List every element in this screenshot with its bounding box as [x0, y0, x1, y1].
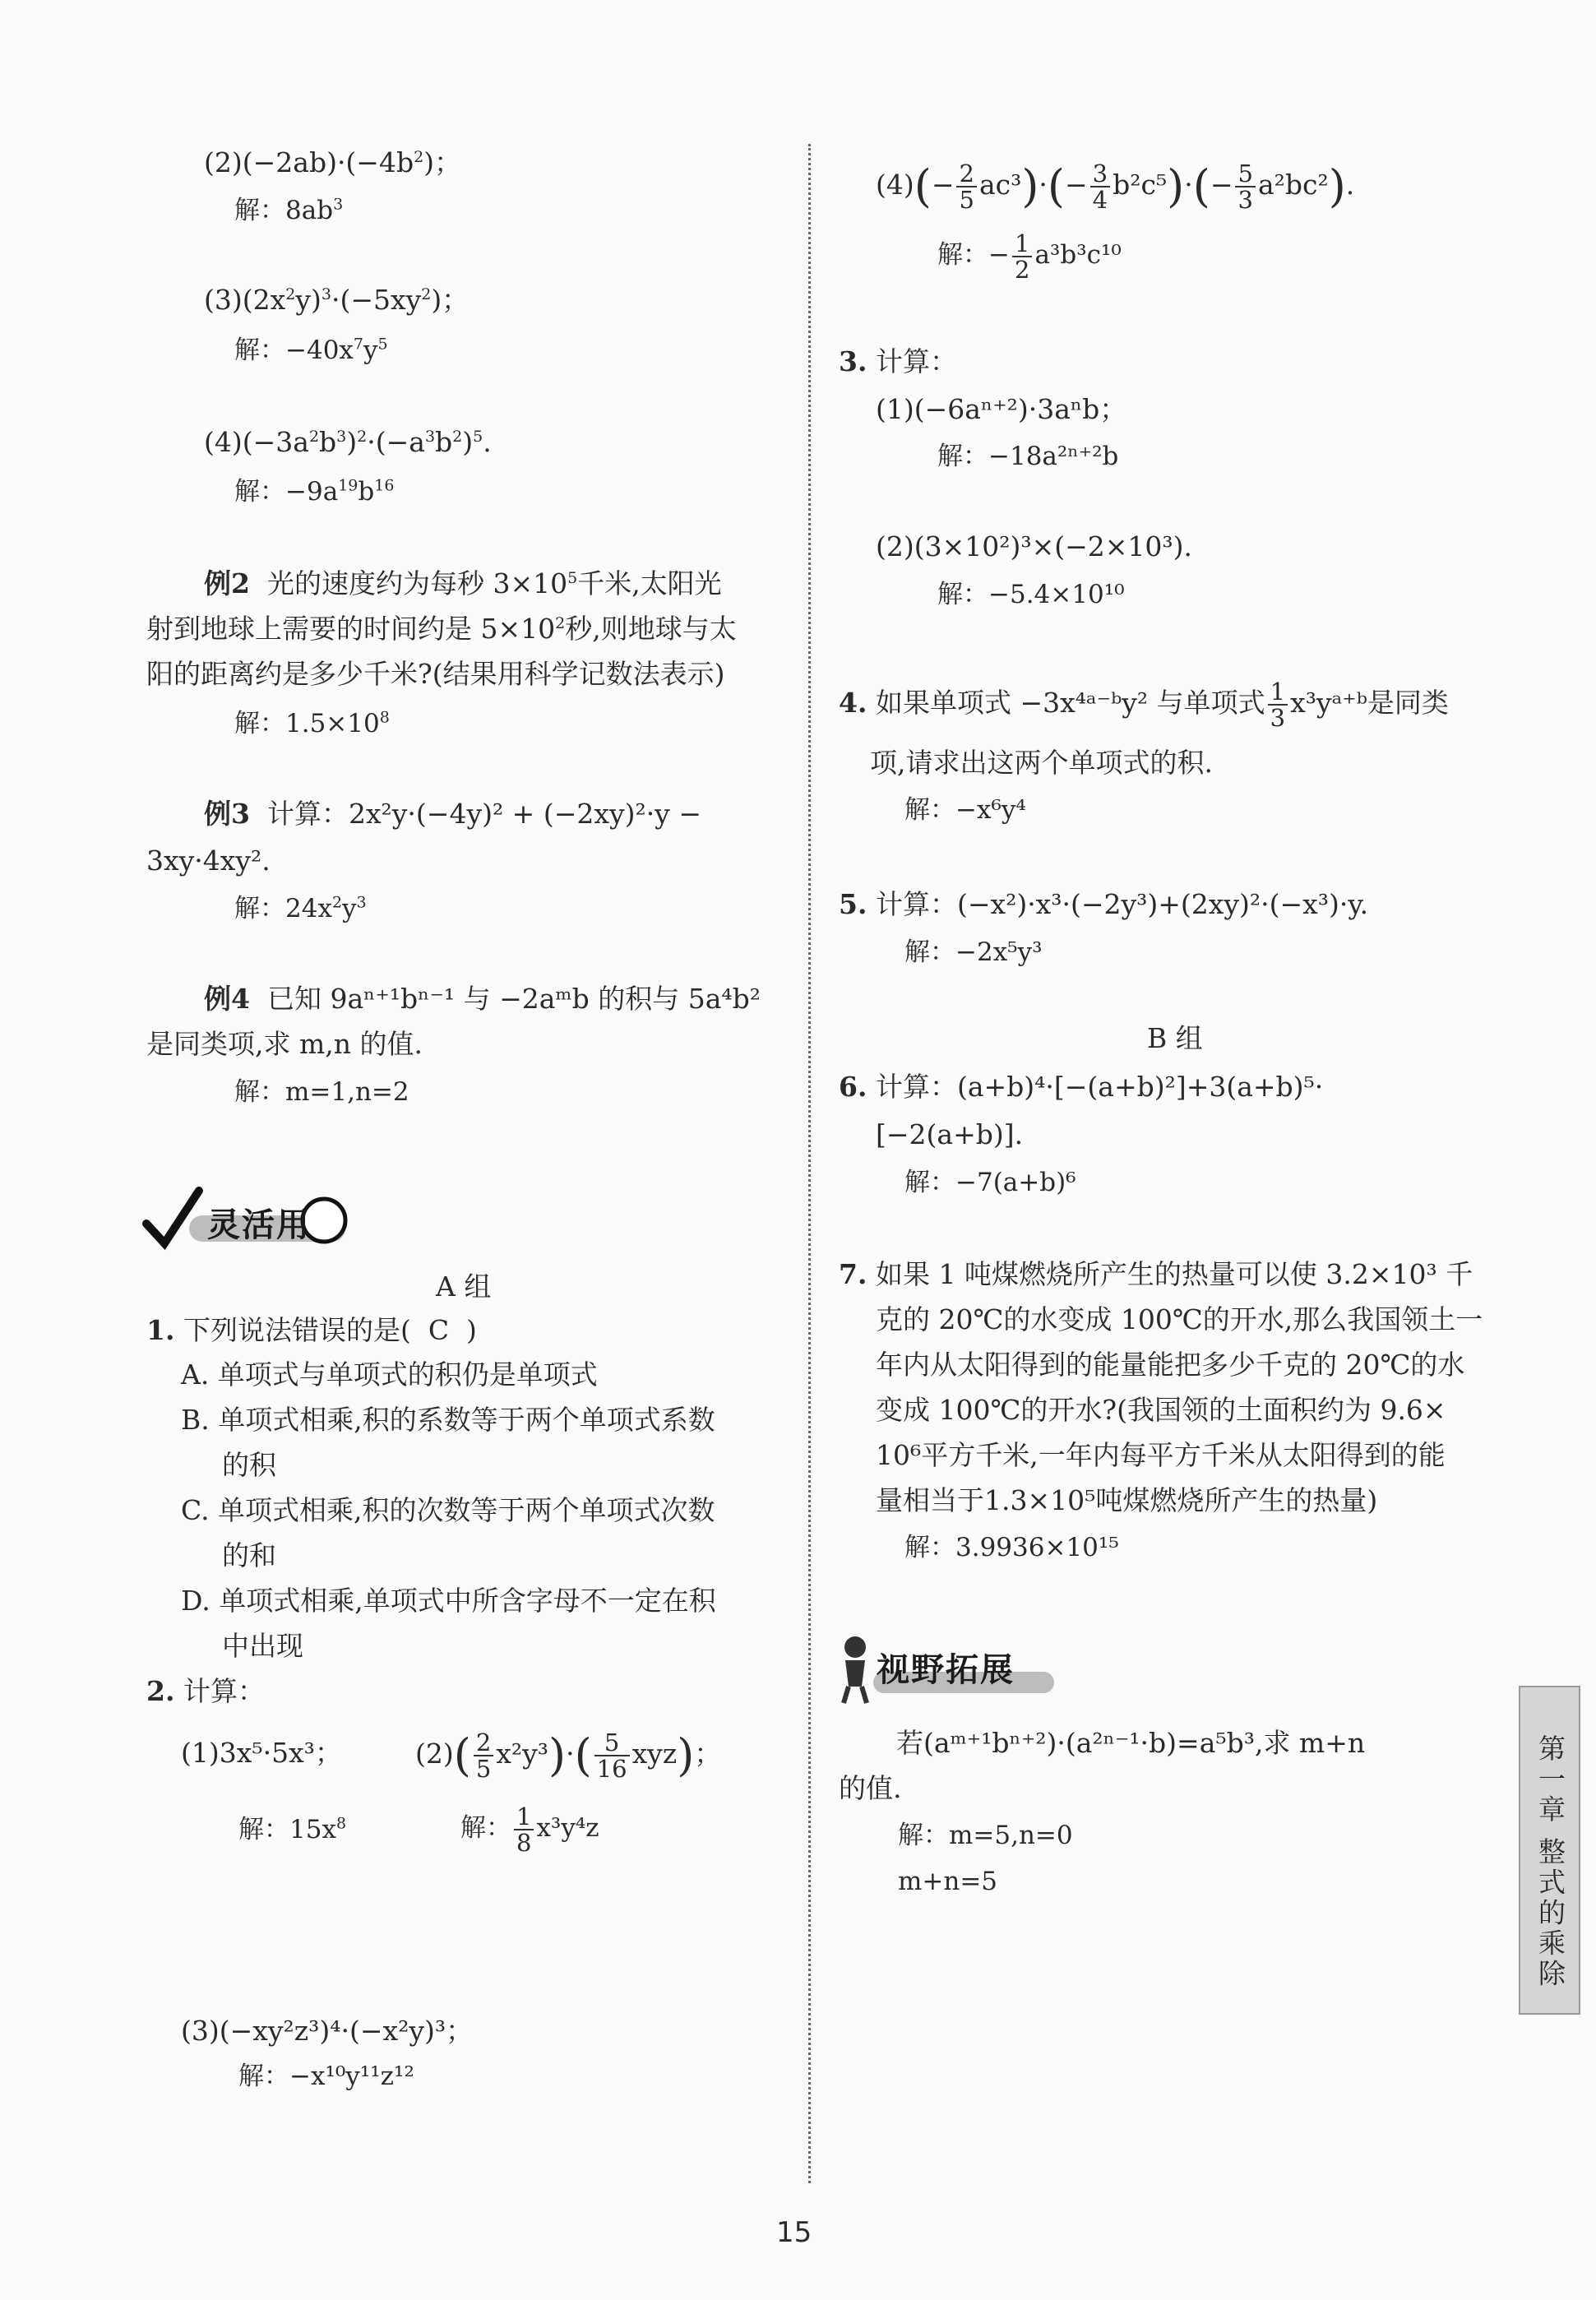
question-3-part-2-answer: 解：−5.4×10¹⁰: [937, 580, 1125, 609]
question-2-part-3: (3)(−xy²z³)⁴·(−x²y)³；: [181, 2015, 474, 2047]
question-7-line-5: 10⁶平方千米,一年内每平方千米从太阳得到的能: [876, 1439, 1446, 1471]
problem-2-answer: 解：$8ab^3$: [234, 195, 344, 225]
extension-answer-2: m+n=5: [898, 1867, 998, 1896]
group-a-heading: A 组: [436, 1270, 492, 1303]
example-4-answer: 解：m=1,n=2: [234, 1077, 409, 1107]
fraction: $\frac{1}{2}$: [1012, 231, 1032, 282]
question-6-line-2: [−2(a+b)].: [876, 1118, 1024, 1150]
example-2-line-3: 阳的距离约是多少千米?(结果用科学记数法表示): [146, 658, 725, 690]
example-3-label: 例3: [204, 798, 250, 830]
question-2-part-3-answer: 解：−x¹⁰y¹¹z¹²: [238, 2062, 414, 2091]
example-4-label: 例4: [204, 983, 250, 1015]
question-5-answer: 解：−2x⁵y³: [904, 937, 1043, 967]
section-title-horizon: 视野拓展: [877, 1651, 1015, 1689]
option-c-line-2: 的和: [222, 1539, 276, 1571]
fraction: $\frac{2}{5}$: [474, 1730, 493, 1781]
question-3-part-1: (1)(−6aⁿ⁺²)·3aⁿb；: [876, 393, 1127, 425]
example-2-line-2: 射到地球上需要的时间约是 $5\times 10^2$秒,则地球与太: [146, 613, 737, 645]
chapter-side-tab: 第一章 整式的乘除: [1519, 1686, 1580, 2015]
question-5-line: 5. 计算：(−x²)·x³·(−2y³)+(2xy)²·(−x³)·y.: [839, 888, 1369, 920]
example-3-line-2: 3xy·4xy².: [146, 845, 271, 877]
example-3-answer: 解：$24x^2y^3$: [234, 893, 367, 923]
column-divider: [808, 144, 811, 2183]
extension-line-2: 的值.: [839, 1772, 902, 1804]
group-b-heading: B 组: [1147, 1022, 1203, 1054]
fraction: $\frac{3}{4}$: [1090, 161, 1110, 212]
problem-4-expression: $(4)(-3a^2b^3)^2\cdot(-a^3b^2)^5$.: [204, 426, 492, 458]
option-d-line-1: D. 单项式相乘,单项式中所含字母不一定在积: [181, 1585, 716, 1617]
question-2-part-2: (2)( $\frac{2}{5}$ x²y³)·( $\frac{5}{16}$ xyz)；: [415, 1728, 722, 1783]
example-4-line-2: 是同类项,求 m,n 的值.: [146, 1028, 423, 1060]
option-a: A. 单项式与单项式的积仍是单项式: [181, 1358, 598, 1391]
question-7-line-1: 7. 如果 1 吨煤燃烧所产生的热量可以使 3.2×10³ 千: [839, 1258, 1473, 1290]
question-7-line-6: 量相当于1.3×10⁵吨煤燃烧所产生的热量): [876, 1484, 1378, 1516]
option-c-line-1: C. 单项式相乘,积的次数等于两个单项式次数: [181, 1494, 715, 1526]
fraction: $\frac{5}{3}$: [1235, 161, 1255, 212]
extension-answer-1: 解：m=5,n=0: [898, 1821, 1073, 1850]
extension-line-1: 若(aᵐ⁺¹bⁿ⁺²)·(a²ⁿ⁻¹·b)=a⁵b³,求 m+n: [896, 1727, 1366, 1759]
option-b-line-1: B. 单项式相乘,积的系数等于两个单项式系数: [181, 1404, 715, 1436]
question-3-stem: 3. 计算：: [839, 345, 957, 377]
section-badge-horizon: [837, 1632, 1059, 1706]
question-1-stem: 1. 下列说法错误的是( C ): [146, 1314, 477, 1346]
question-2-part-1-answer: 解：$15x^8$: [238, 1814, 347, 1844]
problem-3-expression: $(3)(2x^2y)^3\cdot(-5xy^2)$；: [204, 284, 470, 316]
question-4-line-2: 项,请求出这两个单项式的积.: [870, 747, 1213, 779]
problem-2-expression: $(2)(-2ab)\cdot(-4b^2)$；: [204, 146, 462, 178]
question-4-line-1: 4. 如果单项式 −3x⁴ᵃ⁻ᵇy² 与单项式 $\frac{1}{3}$ x³yᵃ⁺ᵇ是同类: [839, 678, 1449, 732]
question-6-line-1: 6. 计算：(a+b)⁴·[−(a+b)²]+3(a+b)⁵·: [839, 1071, 1324, 1103]
fraction: $\frac{5}{16}$: [594, 1730, 630, 1781]
page-number: 15: [776, 2216, 812, 2249]
problem-4-answer: 解：$-9a^{19}b^{16}$: [234, 476, 395, 507]
example-2-line-1: 例2 光的速度约为每秒 $3\times 10^5$千米,太阳光: [204, 567, 722, 599]
problem-3-answer: 解：$-40x^7y^5$: [234, 335, 388, 365]
question-2-part-1: (1)3x⁵·5x³；: [181, 1737, 342, 1769]
fraction: $\frac{1}{3}$: [1268, 679, 1288, 730]
fraction: $\frac{2}{5}$: [956, 161, 976, 212]
question-6-answer: 解：−7(a+b)⁶: [904, 1168, 1076, 1197]
question-7-answer: 解：3.9936×10¹⁵: [904, 1533, 1119, 1562]
example-3-line-1: 例3 计算：2x²y·(−4y)² + (−2xy)²·y −: [204, 798, 701, 830]
question-7-line-3: 年内从太阳得到的能量能把多少千克的 20℃的水: [876, 1349, 1465, 1381]
question-4-answer: 解：−x⁶y⁴: [904, 795, 1026, 825]
problem-4-right-expression: (4)(− $\frac{2}{5}$ ac³)·(− $\frac{3}{4}$ b²c⁵)·(− $\frac{5}{3}$ a²bc²).: [876, 160, 1355, 214]
option-b-line-2: 的积: [222, 1449, 276, 1481]
question-7-line-2: 克的 20℃的水变成 100℃的开水,那么我国领土一: [876, 1303, 1483, 1335]
question-3-part-2: (2)(3×10²)³×(−2×10³).: [876, 530, 1192, 562]
question-7-line-4: 变成 100℃的开水?(我国领的土面积约为 9.6×: [876, 1394, 1446, 1426]
problem-4-right-answer: 解：− $\frac{1}{2}$ a³b³c¹⁰: [937, 229, 1122, 284]
section-title: 灵活用: [207, 1206, 311, 1244]
example-2-answer: 解：$1.5\times 10^8$: [234, 708, 390, 738]
example-2-label: 例2: [204, 567, 250, 599]
question-2-stem: 2. 计算：: [146, 1675, 265, 1707]
question-3-part-1-answer: 解：−18a²ⁿ⁺²b: [937, 442, 1119, 471]
question-2-part-2-answer: 解： $\frac{1}{8}$ x³y⁴z: [460, 1802, 599, 1857]
example-4-line-1: 例4 已知 9aⁿ⁺¹bⁿ⁻¹ 与 −2aᵐb 的积与 5a⁴b²: [204, 983, 761, 1015]
option-d-line-2: 中出现: [222, 1630, 303, 1662]
fraction: $\frac{1}{8}$: [514, 1804, 534, 1855]
question-1-choice: C: [428, 1314, 450, 1346]
section-badge-flexible-use: [141, 1184, 372, 1258]
